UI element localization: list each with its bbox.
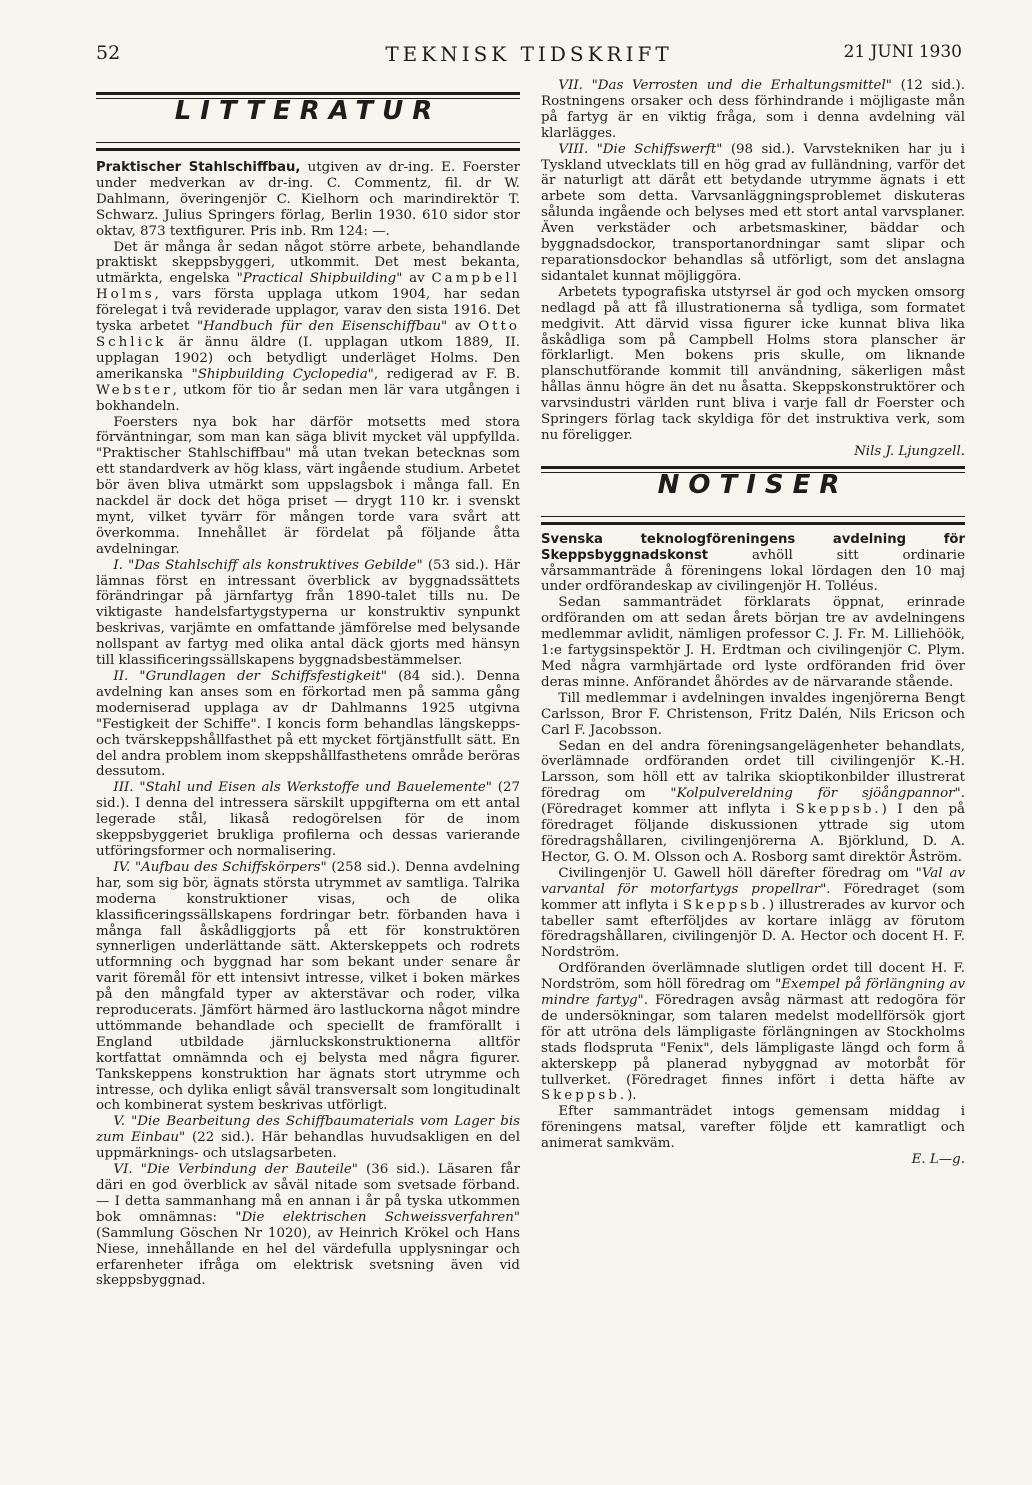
right-column bbox=[541, 78, 965, 1168]
review-signature: Nils J. Ljungzell. bbox=[854, 443, 965, 459]
banner-rule bbox=[541, 466, 965, 469]
page-number: 52 bbox=[96, 42, 121, 64]
review-section-3: III. "Stahl und Eisen als Werkstoffe und Bauelemente" (27 sid.). I denna del intressera särskilt uppgifterna om ett antal legerade stål, likaså redogörelsen för de inom skeppsbyggeriet brukliga profilerna och dessas varierande utföringsformer och normalisering. bbox=[96, 780, 520, 859]
notis-paragraph: Till medlemmar i avdelningen invaldes ingenjörerna Bengt Carlsson, Bror F. Christenson, Fritz Dalén, Nils Ericson och Carl F. Jacobsson. bbox=[541, 690, 965, 738]
notis-paragraph: Sedan en del andra föreningsangelägenheter behandlats, överlämnade ordföranden ordet till civilingenjör K.-H. Larsson, som höll ett av talrika skioptikonbilder illustrerat föredrag om "Kolpulvereldning för sjöångpannor". (Föredraget kommer att inflyta i Skeppsb.) I den på föredraget följande diskussionen yttrade sig utom föredragshållaren, civilingenjörerna A. Björklund, D. A. Hector, G. O. M. Olsson och A. Rosborg samt direktör Åström. bbox=[541, 738, 965, 865]
notis-paragraph: Efter sammanträdet intogs gemensam middag i föreningens matsal, varefter följde ett kamratligt och animerat samkväm. bbox=[541, 1104, 965, 1152]
section-title-notiser: NOTISER bbox=[657, 469, 849, 500]
banner-rule bbox=[96, 92, 520, 95]
banner-rule bbox=[541, 522, 965, 525]
notis-paragraph: Sedan sammanträdet förklarats öppnat, erinrade ordföranden om att sedan årets början tre av avdelningens medlemmar avlidit, nämligen professor C. J. Fr. M. Lilliehöök, 1:e fartygsinspektör J. H. Erdtman och civilingenjör C. Plym. Med några varmhjärtade ord lyste ordföranden frid över deras minne. Anförandet åhördes av de närvarande stående. bbox=[541, 595, 965, 690]
review-section-1: I. "Das Stahlschiff als konstruktives Gebilde" (53 sid.). Här lämnas först en intressant överblick av byggnadssättets förändringar på järnfartyg från 1890-talet tills nu. De viktigaste handelsfartygstyperna ur konstruktiv synpunkt beskrivas, varjämte en omfattande jämförelse med belysande nollspant av fartyg med olika antal däck gjorts med hänsyn till klassificeringssällskapens byggnadsbestämmelser. bbox=[96, 557, 520, 669]
review-paragraph: Arbetets typografiska utstyrsel är god och mycken omsorg nedlagd på att få illustrationerna så tydliga, som formatet medgivit. Att därvid vissa figurer icke kunnat bliva lika åskådliga som på Campbell Holms stora planscher är förklarligt. Men bokens pris skulle, om liknande planschutförande kommit till användning, säkerligen måst hållas ännu högre än det nu åsatta. Skeppskonstruktörer och varvsindustri världen runt bliva i varje fall dr Foerster och Springers förlag tack skyldiga för det instruktiva verk, som nu föreligger. bbox=[541, 284, 965, 443]
review-section-4: IV. "Aufbau des Schiffskörpers" (258 sid.). Denna avdelning har, som sig bör, ägnats största utrymmet av samtliga. Talrika moderna konstruktioner visas, och de olika klassificeringssällskapens fordringar betr. förbanden hava i många fall åskådliggjorts på ett för konstruktören synnerligen underlättande sätt. Akterskeppets och rodrets utformning och byggnad har som bekant under senare år varit föremål för ett intensivt intresse, vilket i boken märkes på den mångfald typer av akterstävar och roder, vilka reproducerats. Jämfört härmed äro lastluckorna något mindre uttömmande behandlade och speciellt de framförallt i England utbildade järnluckskonstruktionerna alltför kortfattat omnämnda och ej belysta med några figurer. Tankskeppens konstruktion har ägnats stort utrymme och intresse, och dylika enligt såväl transversalt som longitudinalt och kombinerat system beskrivas utförligt. bbox=[96, 859, 520, 1114]
review-paragraph: Det är många år sedan något större arbete, behandlande praktiskt skeppsbyggeri, utkommit. Det mest bekanta, utmärkta, engelska "Practical Shipbuilding" av Campbell Holms, vars första upplaga utkom 1904, har sedan förelegat i två reviderade upplagor, varav den sista 1916. Det tyska arbetet "Handbuch für den Eisenschiffbau" av Otto Schlick är ännu äldre (I. upplagan utkom 1889, II. upplagan 1902) och betydligt underläget Holms. Den amerikanska "Shipbuilding Cyclopedia", redigerad av F. B. Webster, utkom för tio år sedan men lär vara utgången i bokhandeln. bbox=[96, 239, 520, 414]
banner-rule bbox=[96, 142, 520, 143]
notis-paragraph: Civilingenjör U. Gawell höll därefter föredrag om "Val av varvantal för motorfartygs propellrar". Föredraget (som kommer att inflyta i Skeppsb.) illustrerades av kurvor och tabeller samt efterföljdes av kortare inlägg av förutom föredragshållaren, civilingenjör D. A. Hector och docent H. F. Nordström. bbox=[541, 865, 966, 961]
litteratur-banner bbox=[96, 92, 520, 152]
notis-title: Svenska teknologföreningens avdelning för Skeppsbyggnadskonst bbox=[541, 531, 965, 563]
review-section-2: II. "Grundlagen der Schiffsfestigkeit" (84 sid.). Denna avdelning kan anses som en förkortad men på samma gång moderniserad upplaga av dr Dahlmanns 1925 utgivna "Festigkeit der Schiffe". I koncis form behandlas längskepps- och tvärskeppshållfasthet på ett mycket förtjänstfullt sätt. En del andra problem inom skeppshållfasthetens område beröras dessutom. bbox=[96, 669, 521, 780]
issue-date: 21 JUNI 1930 bbox=[843, 42, 962, 62]
review-section-7: VII. "Das Verrosten und die Erhaltungsmittel" (12 sid.). Rostningens orsaker och dess förhindrande i möjligaste mån på fartyg är en viktig fråga, som i denna avdelning väl klarlägges. bbox=[541, 78, 965, 141]
notiser-banner bbox=[541, 466, 965, 528]
notis-paragraph: Ordföranden överlämnade slutligen ordet till docent H. F. Nordström, som höll föredrag om "Exempel på förlängning av mindre fartyg". Föredragen avsåg närmast att redogöra för de undersökningar, som talaren medelst modellförsök gjort för att utröna dels lämpligaste förlängningen av Stockholms stads flodspruta "Fenix", dels lämpligaste längd och form å akterskepp på planerad nybyggnad av motorbåt för tullverket. (Föredraget finnes infört i detta häfte av Skeppsb.). bbox=[541, 961, 966, 1104]
journal-title: TEKNISK TIDSKRIFT bbox=[385, 42, 673, 66]
banner-rule bbox=[96, 148, 520, 151]
page-header bbox=[96, 42, 962, 78]
banner-rule bbox=[541, 516, 965, 517]
review-title: Praktischer Stahlschiffbau, bbox=[96, 160, 301, 175]
left-column bbox=[96, 92, 520, 1289]
notis-signature: E. L—g. bbox=[911, 1152, 965, 1168]
section-title-litteratur: LITTERATUR bbox=[174, 96, 442, 126]
review-section-8: VIII. "Die Schiffswerft" (98 sid.). Varvstekniken har ju i Tyskland utvecklats till en hög grad av fulländning, varför det är naturligt att däråt ett betydande utrymme ägnats i ett arbete som detta. Varvsanläggningsproblemet diskuteras sålunda ingående och belyses med ett stort antal varvsplaner. Även verkstäder och arbetsmaskiner, bäddar och byggnadsdockor, transportanordningar samt slipar och reparationsdockor behandlas så utförligt, som det anslagna sidantalet kunnat möjliggöra. bbox=[541, 141, 965, 284]
review-section-5: V. "Die Bearbeitung des Schiffbaumaterials vom Lager bis zum Einbau" (22 sid.). Här behandlas huvudsakligen en del uppmärknings- och utslagsarbeten. bbox=[96, 1114, 521, 1162]
review-bibliographic-info: utgiven av dr-ing. E. Foerster under medverkan av dr-ing. C. Commentz, fil. dr W. Dahlmann, överingenjör C. Kielhorn och marindirektör T. Schwarz. Julius Springers förlag, Berlin 1930. 610 sidor stor oktav, 873 textfigurer. Pris inb. Rm 124: —. bbox=[96, 160, 520, 239]
review-intro bbox=[96, 160, 520, 240]
notis-intro: Svenska teknologföreningens avdelning för Skeppsbyggnadskonst avhöll sitt ordinarie vårsammanträde å föreningens lokal lördagen den 10 maj under ordförandeskap av civilingenjör H. Tolléus. bbox=[541, 531, 965, 595]
review-paragraph: Foersters nya bok har därför motsetts med stora förväntningar, som man kan säga blivit mycket väl uppfyllda. "Praktischer Stahlschiffbau" må utan tvekan betecknas som ett standardverk av hög klass, värt ingående studium. Arbetet bör även bliva utmärkt som uppslagsbok i många fall. En nackdel är dock det höga priset — drygt 110 kr. i svenskt mynt, vilket tyvärr för mången torde vara svårt att överkomma. Innehållet är fördelat på följande åtta avdelningar. bbox=[96, 414, 520, 557]
review-section-6: VI. "Die Verbindung der Bauteile" (36 sid.). Läsaren får däri en god överblick av såväl nitade som svetsade förband. — I detta sammanhang må en annan i år på tyska utkommen bok omnämnas: "Die elektrischen Schweissverfahren" (Sammlung Göschen Nr 1020), av Heinrich Krökel och Hans Niese, innehållande en hel del värdefulla upplysningar och erfarenheter ifråga om elektrisk svetsning även vid skeppsbyggnad. bbox=[96, 1162, 521, 1289]
